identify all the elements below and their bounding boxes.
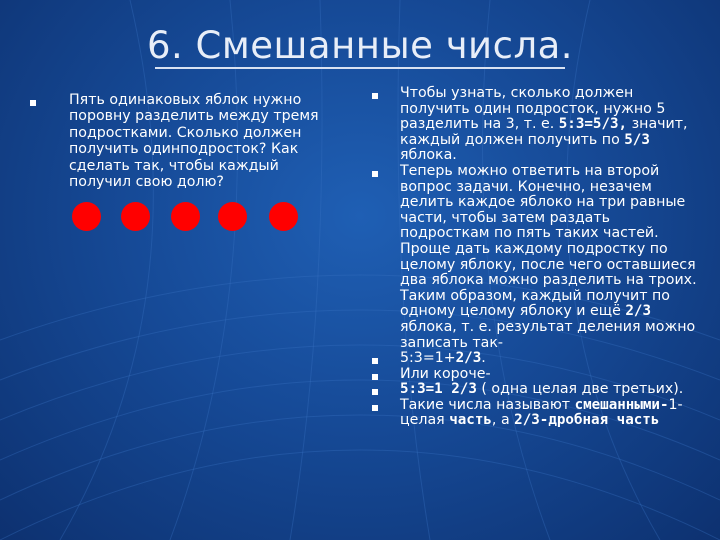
left-column — [30, 92, 340, 190]
problem-text: Пять одинаковых яблок нужно поровну разделить между тремя подростками. Сколько должен получить одинподросток? Как сделать так, чтобы каждый получил свою долю? — [69, 92, 319, 191]
slide-title: 6. Смешанные числа. — [146, 24, 574, 67]
square-bullet-icon — [372, 389, 378, 395]
square-bullet-icon — [372, 358, 378, 364]
apples-row — [72, 202, 312, 232]
square-bullet-icon — [372, 405, 378, 411]
square-bullet-icon — [372, 374, 378, 380]
list-item — [30, 92, 340, 190]
explanation-text: Теперь можно ответить на второй вопрос задачи. Конечно, незачем делить каждое яблоко на три равные части, чтобы затем раздать подросткам по пять таких частей. Проще дать каждому подростку по целому яблоку, после чего оставшиеся два яблока можно разделить на троих. Таким образом, каждый получит по одному целому яблоку и ещё 2/3 яблока, т. е. результат деления можно записать так- — [400, 162, 697, 351]
list-item — [372, 398, 697, 429]
list-item — [372, 382, 697, 398]
apple-circle — [171, 202, 200, 231]
list-item — [372, 351, 697, 367]
title-underline — [155, 67, 565, 69]
apple-circle — [269, 202, 298, 231]
apple-circle — [218, 202, 247, 231]
formula-text: 5:3=1 2/3 ( одна целая две третьих). — [400, 381, 684, 398]
square-bullet-icon — [372, 93, 378, 99]
formula-text: 5:3=1+2/3. — [400, 350, 486, 367]
list-item — [372, 86, 697, 164]
definition-text: Такие числа называют смешанными-1-целая часть, а 2/3-дробная часть — [400, 396, 683, 429]
explanation-text: Или короче- — [400, 365, 491, 382]
list-item — [372, 367, 697, 383]
square-bullet-icon — [30, 100, 36, 106]
apple-circle — [121, 202, 150, 231]
square-bullet-icon — [372, 171, 378, 177]
apple-circle — [72, 202, 101, 231]
right-column — [372, 86, 697, 429]
list-item — [372, 164, 697, 351]
explanation-text: Чтобы узнать, сколько должен получить один подросток, нужно 5 разделить на 3, т. е. 5:3=5/3, значит, каждый должен получить по 5/3 яблока. — [400, 85, 688, 164]
